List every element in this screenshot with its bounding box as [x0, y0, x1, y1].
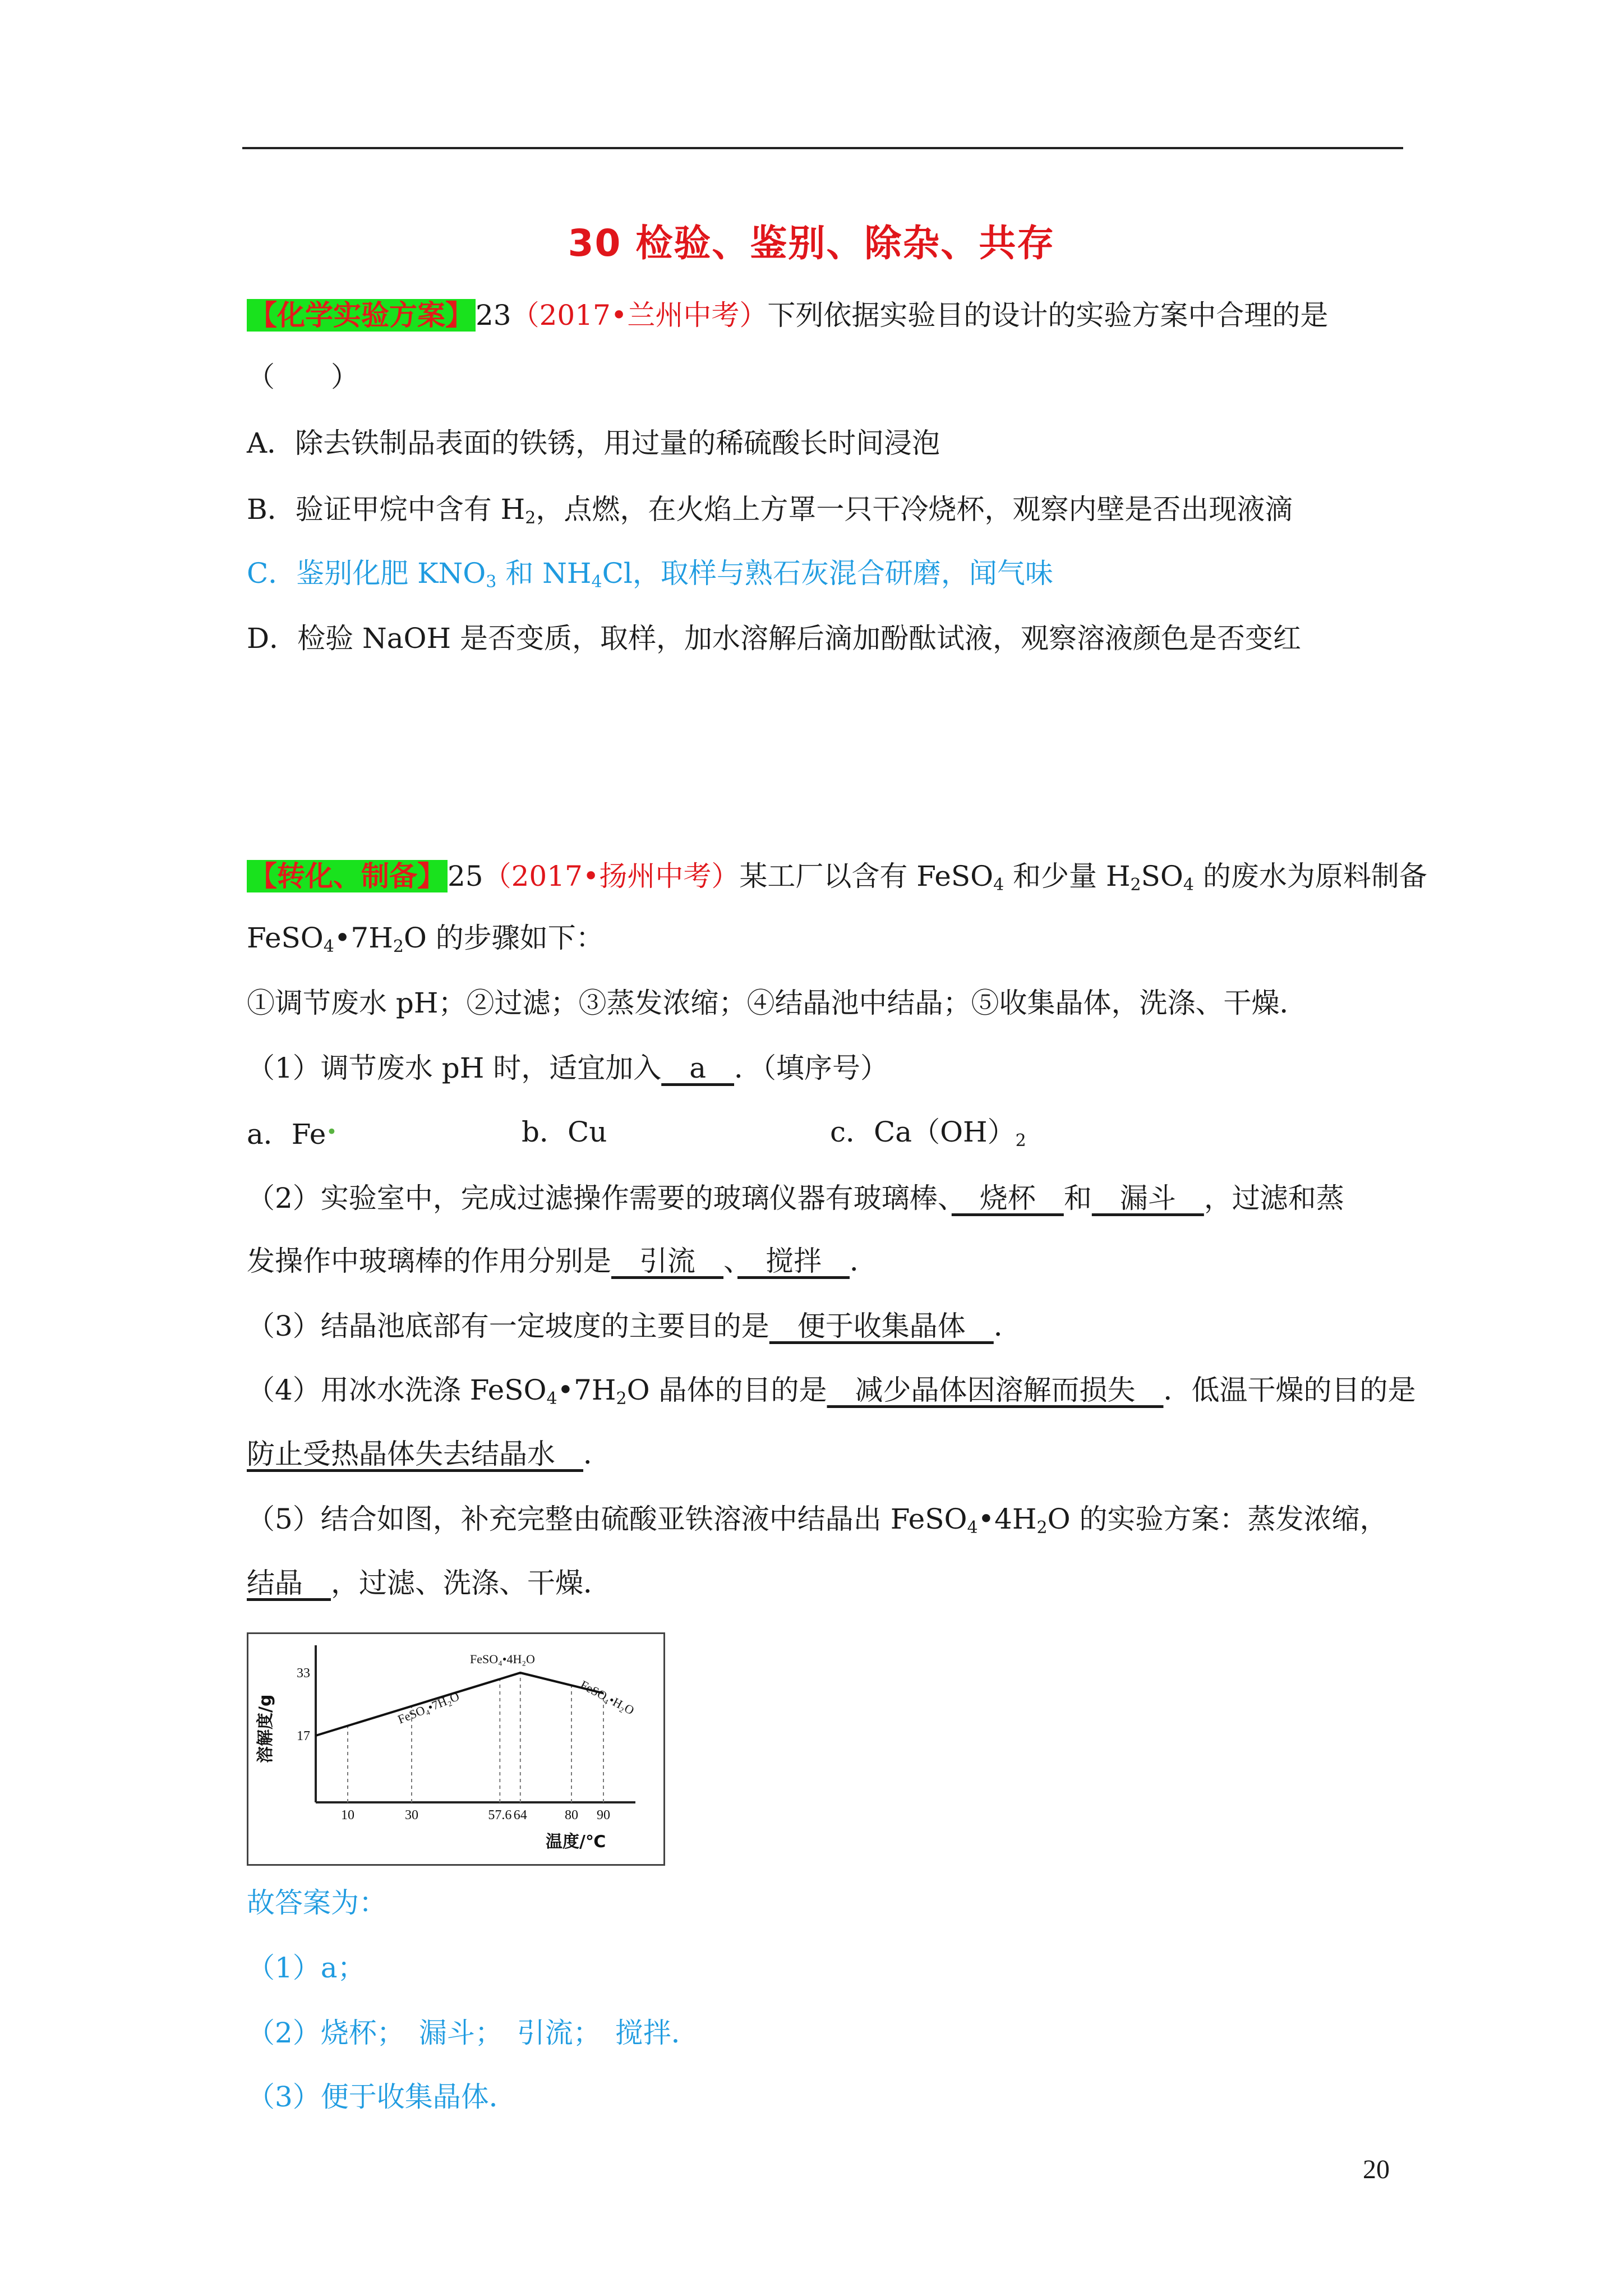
q23-option-a: A．除去铁制品表面的铁锈，用过量的稀硫酸长时间浸泡	[247, 427, 940, 459]
y-tick-label: 33	[297, 1666, 310, 1681]
q25-steps: ①调节废水 pH；②过滤；③蒸发浓缩；④结晶池中结晶；⑤收集晶体，洗涤、干燥．	[247, 987, 1308, 1019]
answer-3: （3）便于收集晶体．	[247, 2081, 517, 2113]
x-tick-label: 57.6	[488, 1808, 512, 1823]
answer-1: （1）a；	[247, 1952, 366, 1984]
q25-part4: （4）用冰水洗涤 $FeSO_4•7H_2O$ 晶体的目的是 减少晶体因溶解而损失 ．低温干燥的目的是	[247, 1374, 1416, 1409]
q25-source: （2017•扬州中考）	[483, 860, 740, 892]
y-tick-label: 17	[297, 1729, 310, 1743]
answer-blank: a	[661, 1052, 735, 1084]
x-tick-label: 80	[565, 1808, 578, 1823]
q25-part2-cont: 发操作中玻璃棒的作用分别是 引流 、 搅拌 ．	[247, 1245, 878, 1277]
q25-tag: 【转化、制备】	[247, 860, 448, 892]
q25-part2: （2）实验室中，完成过滤操作需要的玻璃仪器有玻璃棒、 烧杯 和 漏斗 ，过滤和蒸	[247, 1182, 1344, 1214]
x-tick-label: 30	[405, 1808, 418, 1823]
page-title: 30 检验、鉴别、除杂、共存	[568, 222, 1055, 265]
x-axis-label: 温度/℃	[546, 1832, 606, 1852]
q25-stem-cont: $FeSO_4•7H_2O$ 的步骤如下：	[247, 922, 604, 956]
q25-part3: （3）结晶池底部有一定坡度的主要目的是 便于收集晶体 ．	[247, 1310, 1022, 1342]
label-7h2o: FeSO₄•7H₂O	[395, 1689, 462, 1727]
q23-tag: 【化学实验方案】	[247, 299, 476, 332]
q25-stem: 【转化、制备】25（2017•扬州中考）某工厂以含有 FeSO$_4$ 和少量 $H_2SO_4$ 的废水为原料制备	[247, 858, 1427, 894]
q25-choices: a．Fe• b．Cu c．$Ca(OH)_2$	[247, 1116, 1026, 1151]
label-4h2o: FeSO₄•4H₂O	[470, 1652, 535, 1666]
q25-part4-cont: 防止受热晶体失去结晶水 ．	[247, 1438, 611, 1470]
y-axis-label: 溶解度/g	[256, 1694, 275, 1763]
q23-option-d: D．检验 NaOH 是否变质，取样，加水溶解后滴加酚酞试液，观察溶液颜色是否变红	[247, 622, 1302, 655]
q23-stem: 【化学实验方案】23（2017•兰州中考）下列依据实验目的设计的实验方案中合理的是	[247, 297, 1328, 333]
header-rule	[242, 147, 1403, 149]
q25-part5: （5）结合如图，补充完整由硫酸亚铁溶液中结晶出 $FeSO_4•4H_2O$ 的实验方案：蒸发浓缩，	[247, 1503, 1388, 1538]
answer-header: 故答案为：	[247, 1887, 387, 1919]
q23-source: （2017•兰州中考）	[511, 299, 768, 332]
q25-part1: （1）调节废水 pH 时，适宜加入 a ．（填序号）	[247, 1052, 889, 1084]
x-tick-label: 64	[513, 1808, 527, 1823]
x-tick-label: 10	[341, 1808, 354, 1823]
q23-option-c: C．鉴别化肥 $KNO_3$ 和 $NH_4Cl$，取样与熟石灰混合研磨，闻气味	[247, 557, 1053, 592]
q25-part5-cont: 结晶 ，过滤、洗涤、干燥．	[247, 1567, 611, 1599]
solubility-chart	[248, 1634, 663, 1864]
solubility-figure	[247, 1632, 665, 1866]
answer-2: （2）烧杯； 漏斗； 引流； 搅拌．	[247, 2017, 699, 2049]
page-number: 20	[1363, 2155, 1390, 2184]
label-h2o: FeSO₄•H₂O	[578, 1677, 637, 1718]
x-tick-label: 90	[597, 1808, 610, 1823]
q23-option-b: B．验证甲烷中含有 $H_2$，点燃，在火焰上方罩一只干冷烧杯，观察内壁是否出现液滴	[247, 493, 1293, 528]
solubility-curve	[316, 1673, 603, 1736]
q23-blank: （ ）	[247, 361, 359, 393]
